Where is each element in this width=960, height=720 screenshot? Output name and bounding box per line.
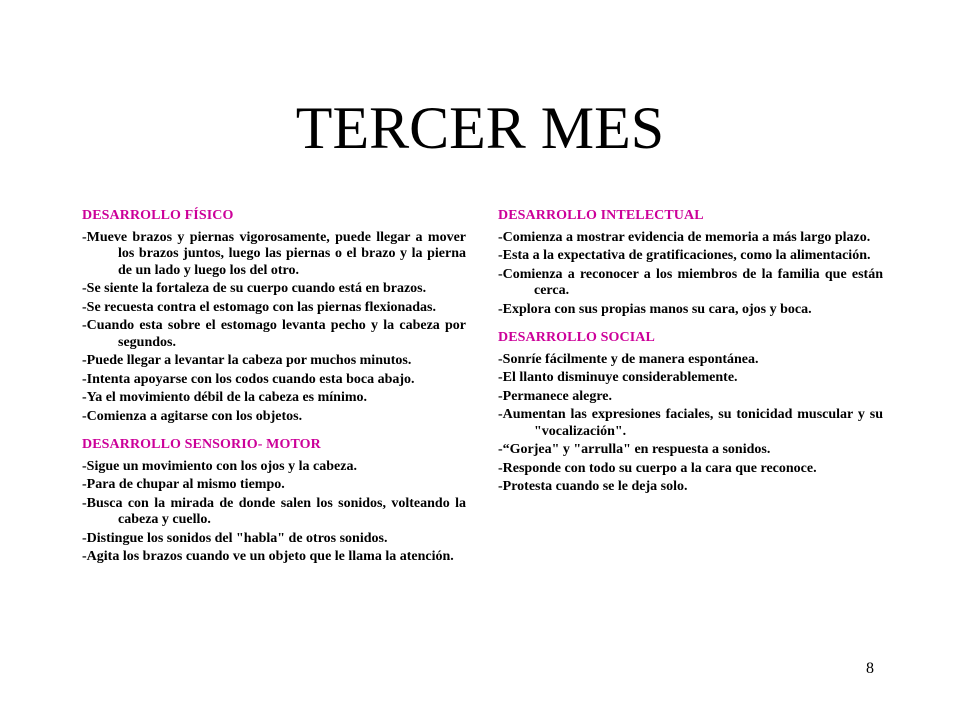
list-item: -Mueve brazos y piernas vigorosamente, puede llegar a mover los brazos juntos, luego las piernas o el brazo y la pierna de un lado y luego los del otro. <box>82 229 466 278</box>
list-item: -Agita los brazos cuando ve un objeto que le llama la atención. <box>82 549 454 564</box>
list-item: -Se siente la fortaleza de su cuerpo cuando está en brazos. <box>82 281 427 296</box>
section-desarrollo-sensorio-motor <box>82 437 466 566</box>
right-column <box>498 208 883 498</box>
list-item: -Aumentan las expresiones faciales, su tonicidad muscular y su "vocalización". <box>498 407 883 439</box>
section-heading: DESARROLLO FÍSICO <box>82 208 234 223</box>
list-item: -Comienza a mostrar evidencia de memoria a más largo plazo. <box>498 229 871 245</box>
list-item: -Se recuesta contra el estomago con las piernas flexionadas. <box>82 299 436 315</box>
list-item: -Comienza a agitarse con los objetos. <box>82 408 303 424</box>
list-item: -Distingue los sonidos del "habla" de otros sonidos. <box>82 530 388 546</box>
list-item: -Busca con la mirada de donde salen los sonidos, volteando la cabeza y cuello. <box>82 495 466 527</box>
list-item: -Sonríe fácilmente y de manera espontánea. <box>498 351 759 367</box>
list-item: -El llanto disminuye considerablemente. <box>498 370 738 385</box>
left-column <box>82 208 466 568</box>
page-title: TERCER MES <box>295 95 665 161</box>
list-item: -Cuando esta sobre el estomago levanta pecho y la cabeza por segundos. <box>82 318 466 350</box>
list-item: -Protesta cuando se le deja solo. <box>498 479 688 494</box>
section-desarrollo-social <box>498 330 883 496</box>
section-heading: DESARROLLO INTELECTUAL <box>498 208 704 223</box>
page-number: 8 <box>866 660 874 677</box>
list-item: -“Gorjea" y "arrulla" en respuesta a sonidos. <box>498 442 771 457</box>
section-desarrollo-intelectual <box>498 208 883 318</box>
list-item: -Esta a la expectativa de gratificaciones, como la alimentación. <box>498 248 871 263</box>
section-heading: DESARROLLO SENSORIO- MOTOR <box>82 437 321 452</box>
list-item: -Responde con todo su cuerpo a la cara que reconoce. <box>498 460 817 476</box>
list-item: -Comienza a reconocer a los miembros de la familia que están cerca. <box>498 266 883 298</box>
list-item: -Puede llegar a levantar la cabeza por muchos minutos. <box>82 353 412 368</box>
list-item: -Permanece alegre. <box>498 388 613 404</box>
list-item: -Ya el movimiento débil de la cabeza es mínimo. <box>82 390 368 405</box>
section-desarrollo-fisico <box>82 208 466 425</box>
list-item: -Intenta apoyarse con los codos cuando esta boca abajo. <box>82 371 415 387</box>
list-item: -Sigue un movimiento con los ojos y la cabeza. <box>82 458 357 474</box>
section-heading: DESARROLLO SOCIAL <box>498 330 655 345</box>
list-item: -Para de chupar al mismo tiempo. <box>82 477 285 492</box>
list-item: -Explora con sus propias manos su cara, ojos y boca. <box>498 301 812 317</box>
